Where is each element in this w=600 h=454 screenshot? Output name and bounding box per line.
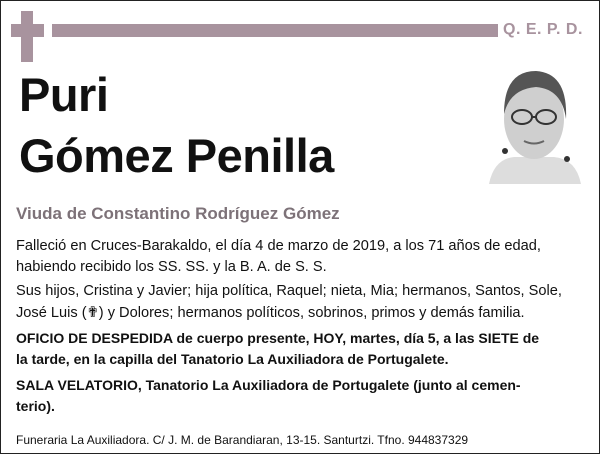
family-line: Sus hijos, Cristina y Javier; hija política, Raquel; nieta, Mia; hermanos, Santos, Sole, [16, 283, 562, 299]
qepd-label: Q. E. P. D. [503, 21, 583, 38]
wake-line: SALA VELATORIO, Tanatorio La Auxiliadora de Portugalete (junto al cemen- [16, 377, 521, 393]
family-line: José Luis (✟) y Dolores; hermanos políticos, sobrinos, primos y demás familia. [16, 305, 525, 321]
death-line: Falleció en Cruces-Barakaldo, el día 4 de marzo de 2019, a los 71 años de edad, [16, 238, 541, 254]
funeral-home-footer: Funeraria La Auxiliadora. C/ J. M. de Barandiaran, 13-15. Santurtzi. Tfno. 944837329 [16, 433, 469, 447]
header-bar [52, 24, 498, 37]
first-name: Puri [19, 68, 109, 121]
cross-icon-arm [11, 24, 44, 37]
service-line: la tarde, en la capilla del Tanatorio La Auxiliadora de Portugalete. [16, 351, 449, 367]
death-line: habiendo recibido los SS. SS. y la B. A. de S. S. [16, 259, 327, 275]
deceased-photo [484, 59, 584, 191]
last-name: Gómez Penilla [19, 129, 334, 182]
service-line: OFICIO DE DESPEDIDA de cuerpo presente, HOY, martes, día 5, a las SIETE de [16, 330, 540, 346]
wake-line: terio). [16, 398, 55, 414]
widow-of-subtitle: Viuda de Constantino Rodríguez Gómez [16, 204, 340, 223]
